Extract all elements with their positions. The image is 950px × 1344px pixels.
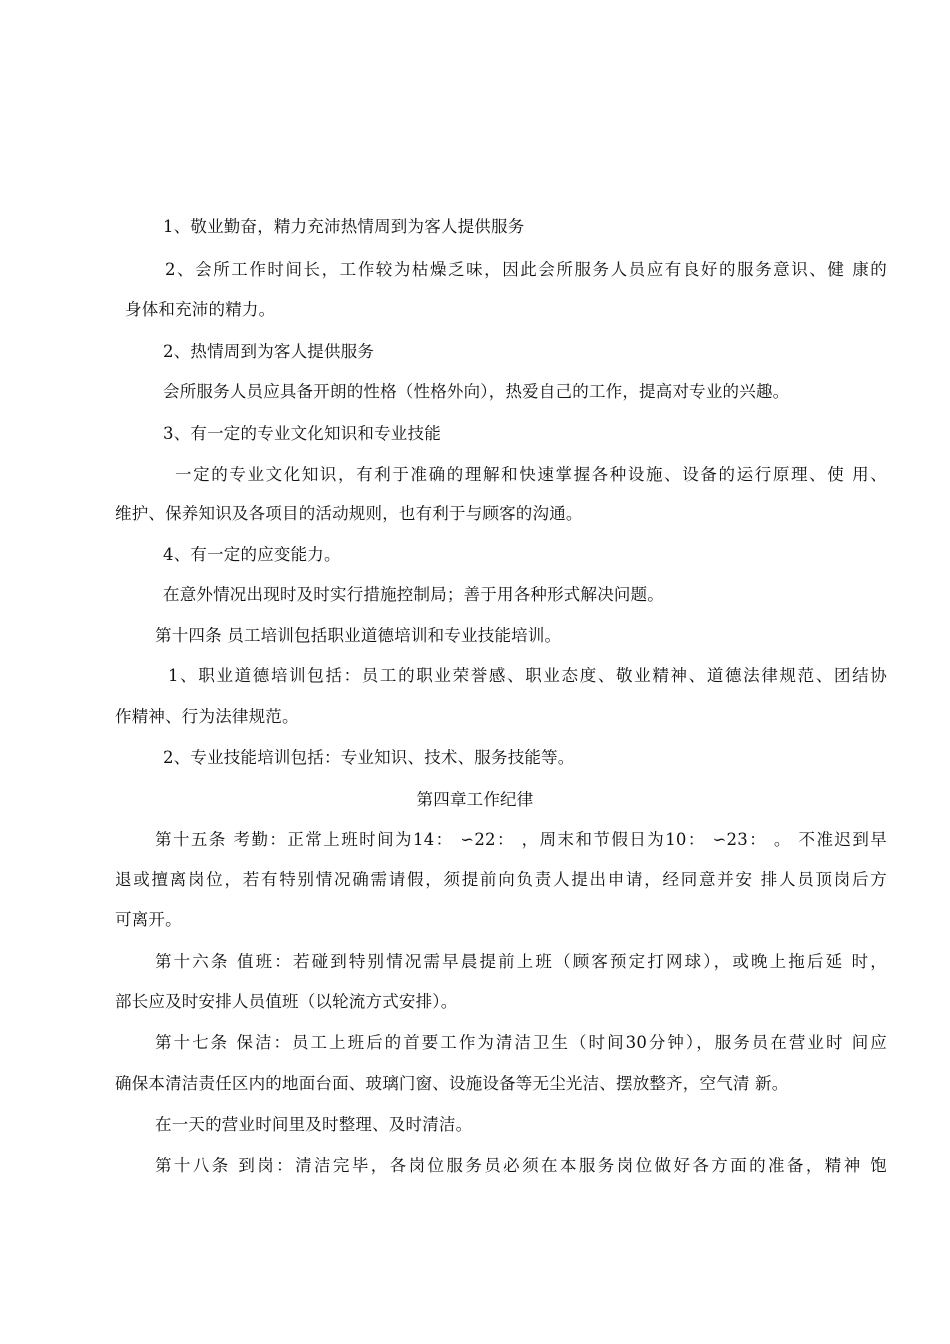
text-line: 3、有一定的专业文化知识和专业技能 (163, 424, 441, 443)
text-line: 确保本清洁责任区内的地面台面、玻璃门窗、设施设备等无尘光洁、摆放整齐，空气清 新。 (115, 1074, 789, 1093)
text-line: 维护、保养知识及各项目的活动规则，也有利于与顾客的沟通。 (115, 504, 583, 523)
text-line: 身体和充沛的精力。 (125, 300, 276, 319)
text-line: 1、敬业勤奋，精力充沛热情周到为客人提供服务 (163, 217, 525, 236)
text-line: 第十六条 值班：若碰到特别情况需早晨提前上班（顾客预定打网球），或晚上拖后延 时， (155, 952, 887, 971)
chapter-heading: 第四章工作纪律 (416, 790, 534, 809)
text-line: 一定的专业文化知识，有利于准确的理解和快速掌握各种设施、设备的运行原理、使 用、 (175, 465, 887, 484)
text-line: 4、有一定的应变能力。 (163, 545, 341, 564)
text-line: 第十七条 保洁：员工上班后的首要工作为清洁卫生（时间30分钟），服务员在营业时 间应 (155, 1033, 887, 1052)
text-line: 可离开。 (115, 910, 182, 929)
text-line: 2、热情周到为客人提供服务 (163, 342, 375, 361)
text-line: 第十四条 员工培训包括职业道德培训和专业技能培训。 (155, 626, 562, 645)
text-line: 第十五条 考勤：正常上班时间为14： ∽22： ，周末和节假日为10： ∽23： 。 不准迟到早 (155, 830, 887, 849)
text-line: 会所服务人员应具备开朗的性格（性格外向），热爱自己的工作，提高对专业的兴趣。 (163, 382, 790, 401)
text-line: 在一天的营业时间里及时整理、及时清洁。 (155, 1115, 473, 1134)
text-line: 第十八条 到岗：清洁完毕，各岗位服务员必须在本服务岗位做好各方面的准备，精神 饱 (155, 1156, 887, 1175)
text-line: 在意外情况出现时及时实行措施控制局；善于用各种形式解决问题。 (163, 585, 664, 604)
text-line: 退或擅离岗位，若有特别情况确需请假，须提前向负责人提出申请，经同意并安 排人员顶岗后方 (115, 870, 887, 889)
text-line: 2、专业技能培训包括：专业知识、技术、服务技能等。 (163, 748, 575, 767)
text-line: 1、职业道德培训包括：员工的职业荣誉感、职业态度、敬业精神、道德法律规范、团结协 (168, 666, 887, 685)
text-line: 部长应及时安排人员值班（以轮流方式安排）。 (115, 992, 458, 1011)
text-line: 作精神、行为法律规范。 (115, 707, 299, 726)
text-line: 2、会所工作时间长，工作较为枯燥乏味，因此会所服务人员应有良好的服务意识、健 康的 (165, 260, 887, 279)
